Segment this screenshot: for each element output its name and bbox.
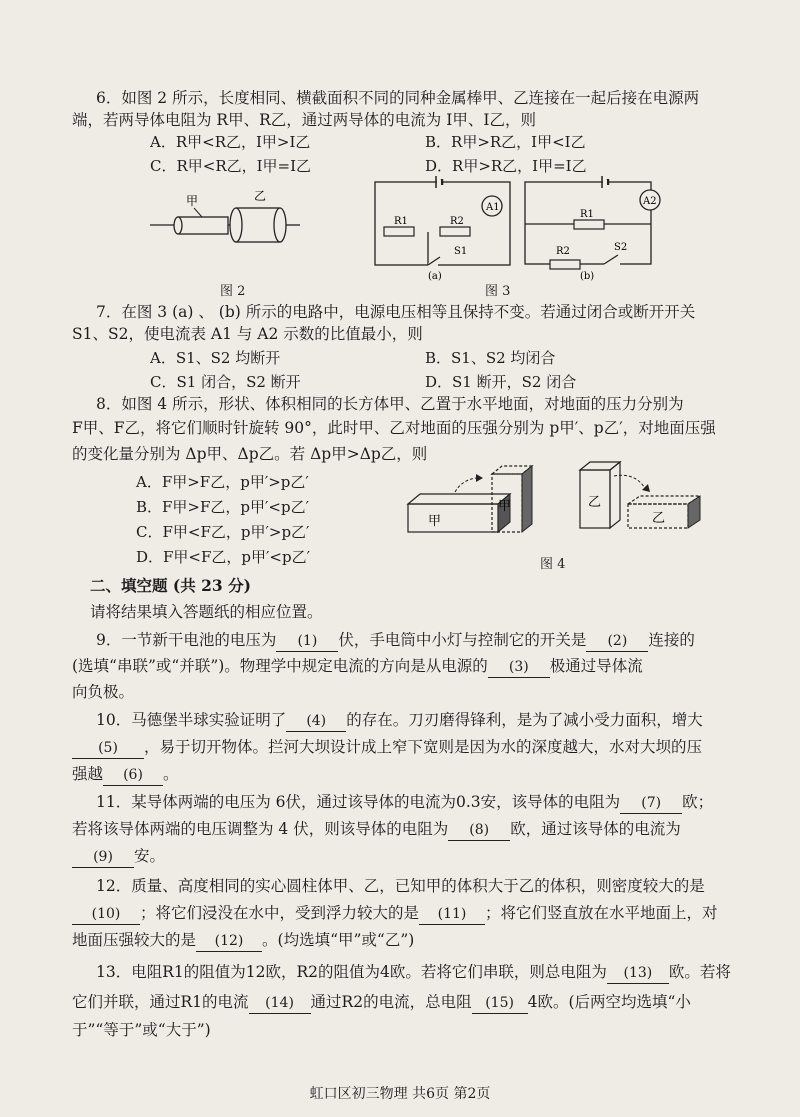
q12-line-3: 地面压强较大的是 (12) 。(均选填“甲”或“乙”) (72, 926, 752, 954)
answer-blank-7: (7) (620, 793, 682, 814)
answer-blank-4: (4) (286, 711, 346, 732)
q10: 10．马德堡半球实验证明了 (4) 的存在。刀刃磨得锋利，是为了减小受力面积，增大 (96, 706, 776, 734)
q6-options-left (150, 130, 311, 178)
q7-option-c: C．S1 闭合，S2 断开 (150, 373, 301, 391)
answer-blank-6: (6) (103, 765, 163, 786)
q7-stem-2: S1、S2，使电流表 A1 与 A2 示数的比值最小，则 (72, 325, 423, 343)
block-yi-flat-label: 乙 (652, 511, 666, 526)
ammeter-a2-label: A2 (643, 196, 657, 207)
answer-blank-12: (12) (196, 931, 262, 952)
q13-line-2: 它们并联，通过R1的电流 (14) 通过R2的电流，总电阻 (15) 4欧。(后两空均选填“小 (72, 988, 752, 1016)
q8-option-b: B．F甲>F乙，p甲′<p乙′ (136, 498, 309, 516)
r1-label-b: R1 (580, 209, 594, 220)
answer-blank-14: (14) (249, 993, 311, 1014)
figure-3a-label: (a) (428, 271, 442, 282)
answer-blank-1: (1) (276, 631, 338, 652)
q8-options (136, 470, 310, 570)
ammeter-a1-label: A1 (486, 202, 500, 213)
q8-stem: 8．如图 4 所示，形状、体积相同的长方体甲、乙置于水平地面，对地面的压力分别为 (96, 395, 684, 413)
q8-option-c: C．F甲<F乙，p甲′>p乙′ (136, 523, 310, 541)
answer-blank-13: (13) (607, 963, 669, 984)
q8-option-a: A．F甲>F乙，p甲′>p乙′ (136, 473, 309, 491)
rod-jia-label: 甲 (186, 194, 199, 208)
q7-options-right (425, 346, 576, 394)
q6-option-c: C．R甲<R乙，I甲=I乙 (150, 157, 312, 175)
q9: 9．一节新干电池的电压为 (1) 伏，手电筒中小灯与控制它的开关是 (2) 连接的 (96, 626, 776, 654)
r1-label-a: R1 (394, 216, 408, 227)
q9-line-3: 向负极。 (72, 683, 135, 701)
rod-yi-label: 乙 (254, 189, 267, 203)
q6-stem: 6．如图 2 所示，长度相同、横截面积不同的同种金属棒甲、乙连接在一起后接在电源两 (96, 89, 700, 107)
figure-3a-circuit (370, 176, 520, 282)
q7-option-a: A．S1、S2 均断开 (150, 349, 281, 367)
figure-4-blocks (400, 462, 720, 544)
q10-line-3: 强越 (6) 。 (72, 760, 752, 788)
q6-option-b: B．R甲>R乙，I甲<I乙 (425, 133, 586, 151)
block-jia-flat-label: 甲 (428, 514, 442, 529)
figure-3b-label: (b) (580, 271, 595, 282)
figure-2-rods (150, 188, 300, 258)
r2-label-a: R2 (450, 216, 464, 227)
figure-2-caption: 图 2 (220, 284, 246, 299)
q6-option-d: D．R甲>R乙，I甲=I乙 (425, 157, 587, 175)
answer-blank-9: (9) (72, 847, 134, 868)
q10-line-2: (5) ，易于切开物体。拦河大坝设计成上窄下宽则是因为水的深度越大，水对大坝的压 (72, 733, 752, 761)
answer-blank-5: (5) (72, 738, 144, 759)
q7-option-b: B．S1、S2 均闭合 (425, 349, 556, 367)
answer-blank-15: (15) (472, 993, 528, 1014)
q6-option-a: A．R甲<R乙，I甲>I乙 (150, 133, 311, 151)
q12-line-2: (10) ；将它们浸没在水中，受到浮力较大的是 (11) ；将它们竖直放在水平地面上，对 (72, 899, 752, 927)
q6-stem-2: 端，若两导体电阻为 R甲、R乙，通过两导体的电流为 I甲、I乙，则 (72, 111, 536, 129)
q7-options-left (150, 346, 301, 394)
q8-stem-2: F甲、F乙，将它们顺时针旋转 90°，此时甲、乙对地面的压强分别为 p甲′、p乙′，对地面压强 (72, 419, 716, 437)
q12: 12．质量、高度相同的实心圆柱体甲、乙，已知甲的体积大于乙的体积，则密度较大的是 (96, 877, 705, 895)
answer-blank-8: (8) (448, 820, 510, 841)
q8-stem-3: 的变化量分别为 Δp甲、Δp乙。若 Δp甲>Δp乙，则 (72, 445, 428, 463)
figure-3-caption: 图 3 (485, 284, 511, 299)
block-yi-upright-label: 乙 (588, 495, 602, 510)
r2-label-b: R2 (556, 246, 570, 257)
q7-option-d: D．S1 断开，S2 闭合 (425, 373, 577, 391)
answer-blank-2: (2) (586, 631, 648, 652)
answer-blank-3: (3) (488, 657, 550, 678)
block-jia-upright-label: 甲 (498, 499, 512, 514)
s2-label: S2 (614, 242, 628, 253)
page-footer: 虹口区初三物理 共6页 第2页 (309, 1086, 491, 1102)
answer-blank-10: (10) (72, 904, 140, 925)
q8-option-d: D．F甲<F乙，p甲′<p乙′ (136, 548, 310, 566)
q13: 13．电阻R1的阻值为12欧，R2的阻值为4欧。若将它们串联，则总电阻为 (13) 欧。若将 (96, 958, 776, 986)
s1-label: S1 (454, 246, 468, 257)
answer-blank-11: (11) (419, 904, 485, 925)
section-2-note: 请将结果填入答题纸的相应位置。 (90, 603, 323, 621)
q13-line-3: 于”“等于”或“大于”) (72, 1021, 211, 1039)
q11-line-2: 若将该导体两端的电压调整为 4 伏，则该导体的电阻为 (8) 欧，通过该导体的电流为 (72, 815, 752, 843)
q7-stem: 7．在图 3 (a) 、 (b) 所示的电路中，电源电压相等且保持不变。若通过闭合或断开开关 (96, 303, 696, 321)
q6-options-right (425, 130, 587, 178)
q11-line-3: (9) 安。 (72, 842, 752, 870)
figure-3b-circuit (520, 176, 670, 282)
section-2-title: 二、填空题 (共 23 分) (90, 576, 251, 595)
q11: 11．某导体两端的电压为 6伏，通过该导体的电流为0.3安，该导体的电阻为 (7) 欧； (96, 788, 776, 816)
figure-4-caption: 图 4 (540, 557, 566, 572)
q9-line-2: (选填“串联”或“并联”)。物理学中规定电流的方向是从电源的 (3) 极通过导体流 (72, 652, 752, 680)
